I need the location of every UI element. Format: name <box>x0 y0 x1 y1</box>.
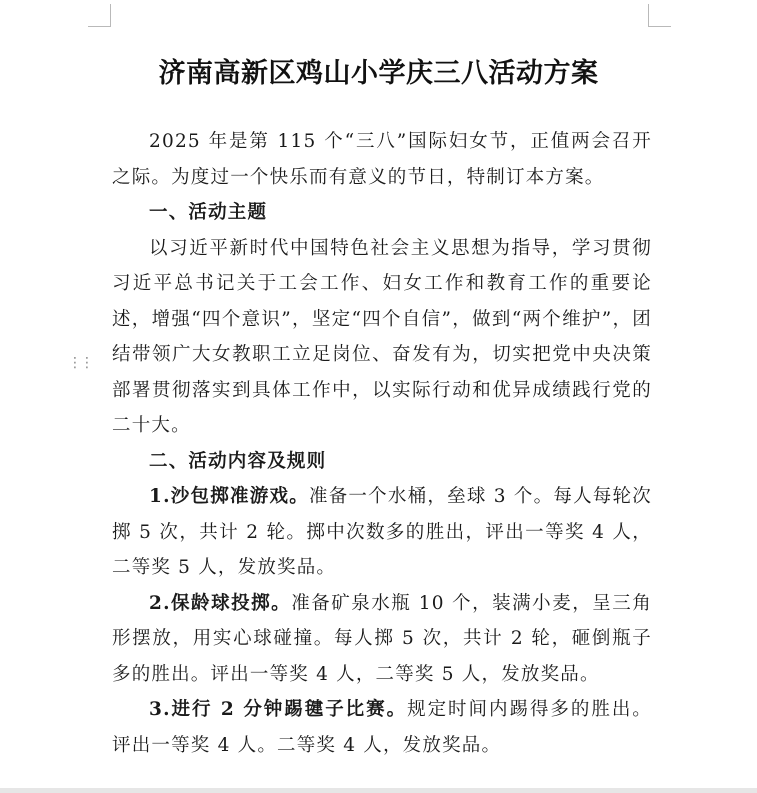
activity-item-2 <box>112 586 652 693</box>
activity-item-1 <box>112 479 652 586</box>
theme-paragraph: 以习近平新时代中国特色社会主义思想为指导，学习贯彻习近平总书记关于工会工作、妇女工作和教育工作的重要论述，增强“四个意识”，坚定“四个自信”，做到“两个维护”，团结带领广大女教职工立足岗位、奋发有为，切实把党中央决策部署贯彻落实到具体工作中，以实际行动和优异成绩践行党的二十大。 <box>112 237 652 436</box>
activity-item-1-text: 准备一个水桶，垒球 3 个。每人每轮次掷 5 次，共计 2 轮。掷中次数多的胜出，评出一等奖 4 人，二等奖 5 人，发放奖品。 <box>112 486 652 578</box>
activity-item-3-lead: 3.进行 2 分钟踢毽子比赛。 <box>149 699 408 720</box>
drag-handle-icon[interactable]: ⋮⋮ <box>68 355 92 371</box>
section-heading-theme: 一、活动主题 <box>149 202 268 223</box>
activity-item-1-lead: 1.沙包掷准游戏。 <box>149 486 309 507</box>
activity-item-2-text: 准备矿泉水瓶 10 个，装满小麦，呈三角形摆放，用实心球碰撞。每人掷 5 次，共计 2 轮，砸倒瓶子多的胜出。评出一等奖 4 人，二等奖 5 人，发放奖品。 <box>112 592 652 685</box>
activity-item-2-lead: 2.保龄球投掷。 <box>149 592 292 614</box>
document-title: 济南高新区鸡山小学庆三八活动方案 <box>158 58 599 89</box>
intro-paragraph: 2025 年是第 115 个“三八”国际妇女节，正值两会召开之际。为度过一个快乐而有意义的节日，特制订本方案。 <box>112 131 652 188</box>
page-bottom-edge <box>0 788 757 793</box>
activity-item-3 <box>112 692 652 763</box>
activity-item-3-text: 规定时间内踢得多的胜出。评出一等奖 4 人。二等奖 4 人，发放奖品。 <box>112 699 652 756</box>
crop-mark-top-right <box>648 4 671 27</box>
document-body <box>112 124 652 763</box>
crop-mark-top-left <box>88 4 111 27</box>
section-heading-activities: 二、活动内容及规则 <box>149 450 327 472</box>
